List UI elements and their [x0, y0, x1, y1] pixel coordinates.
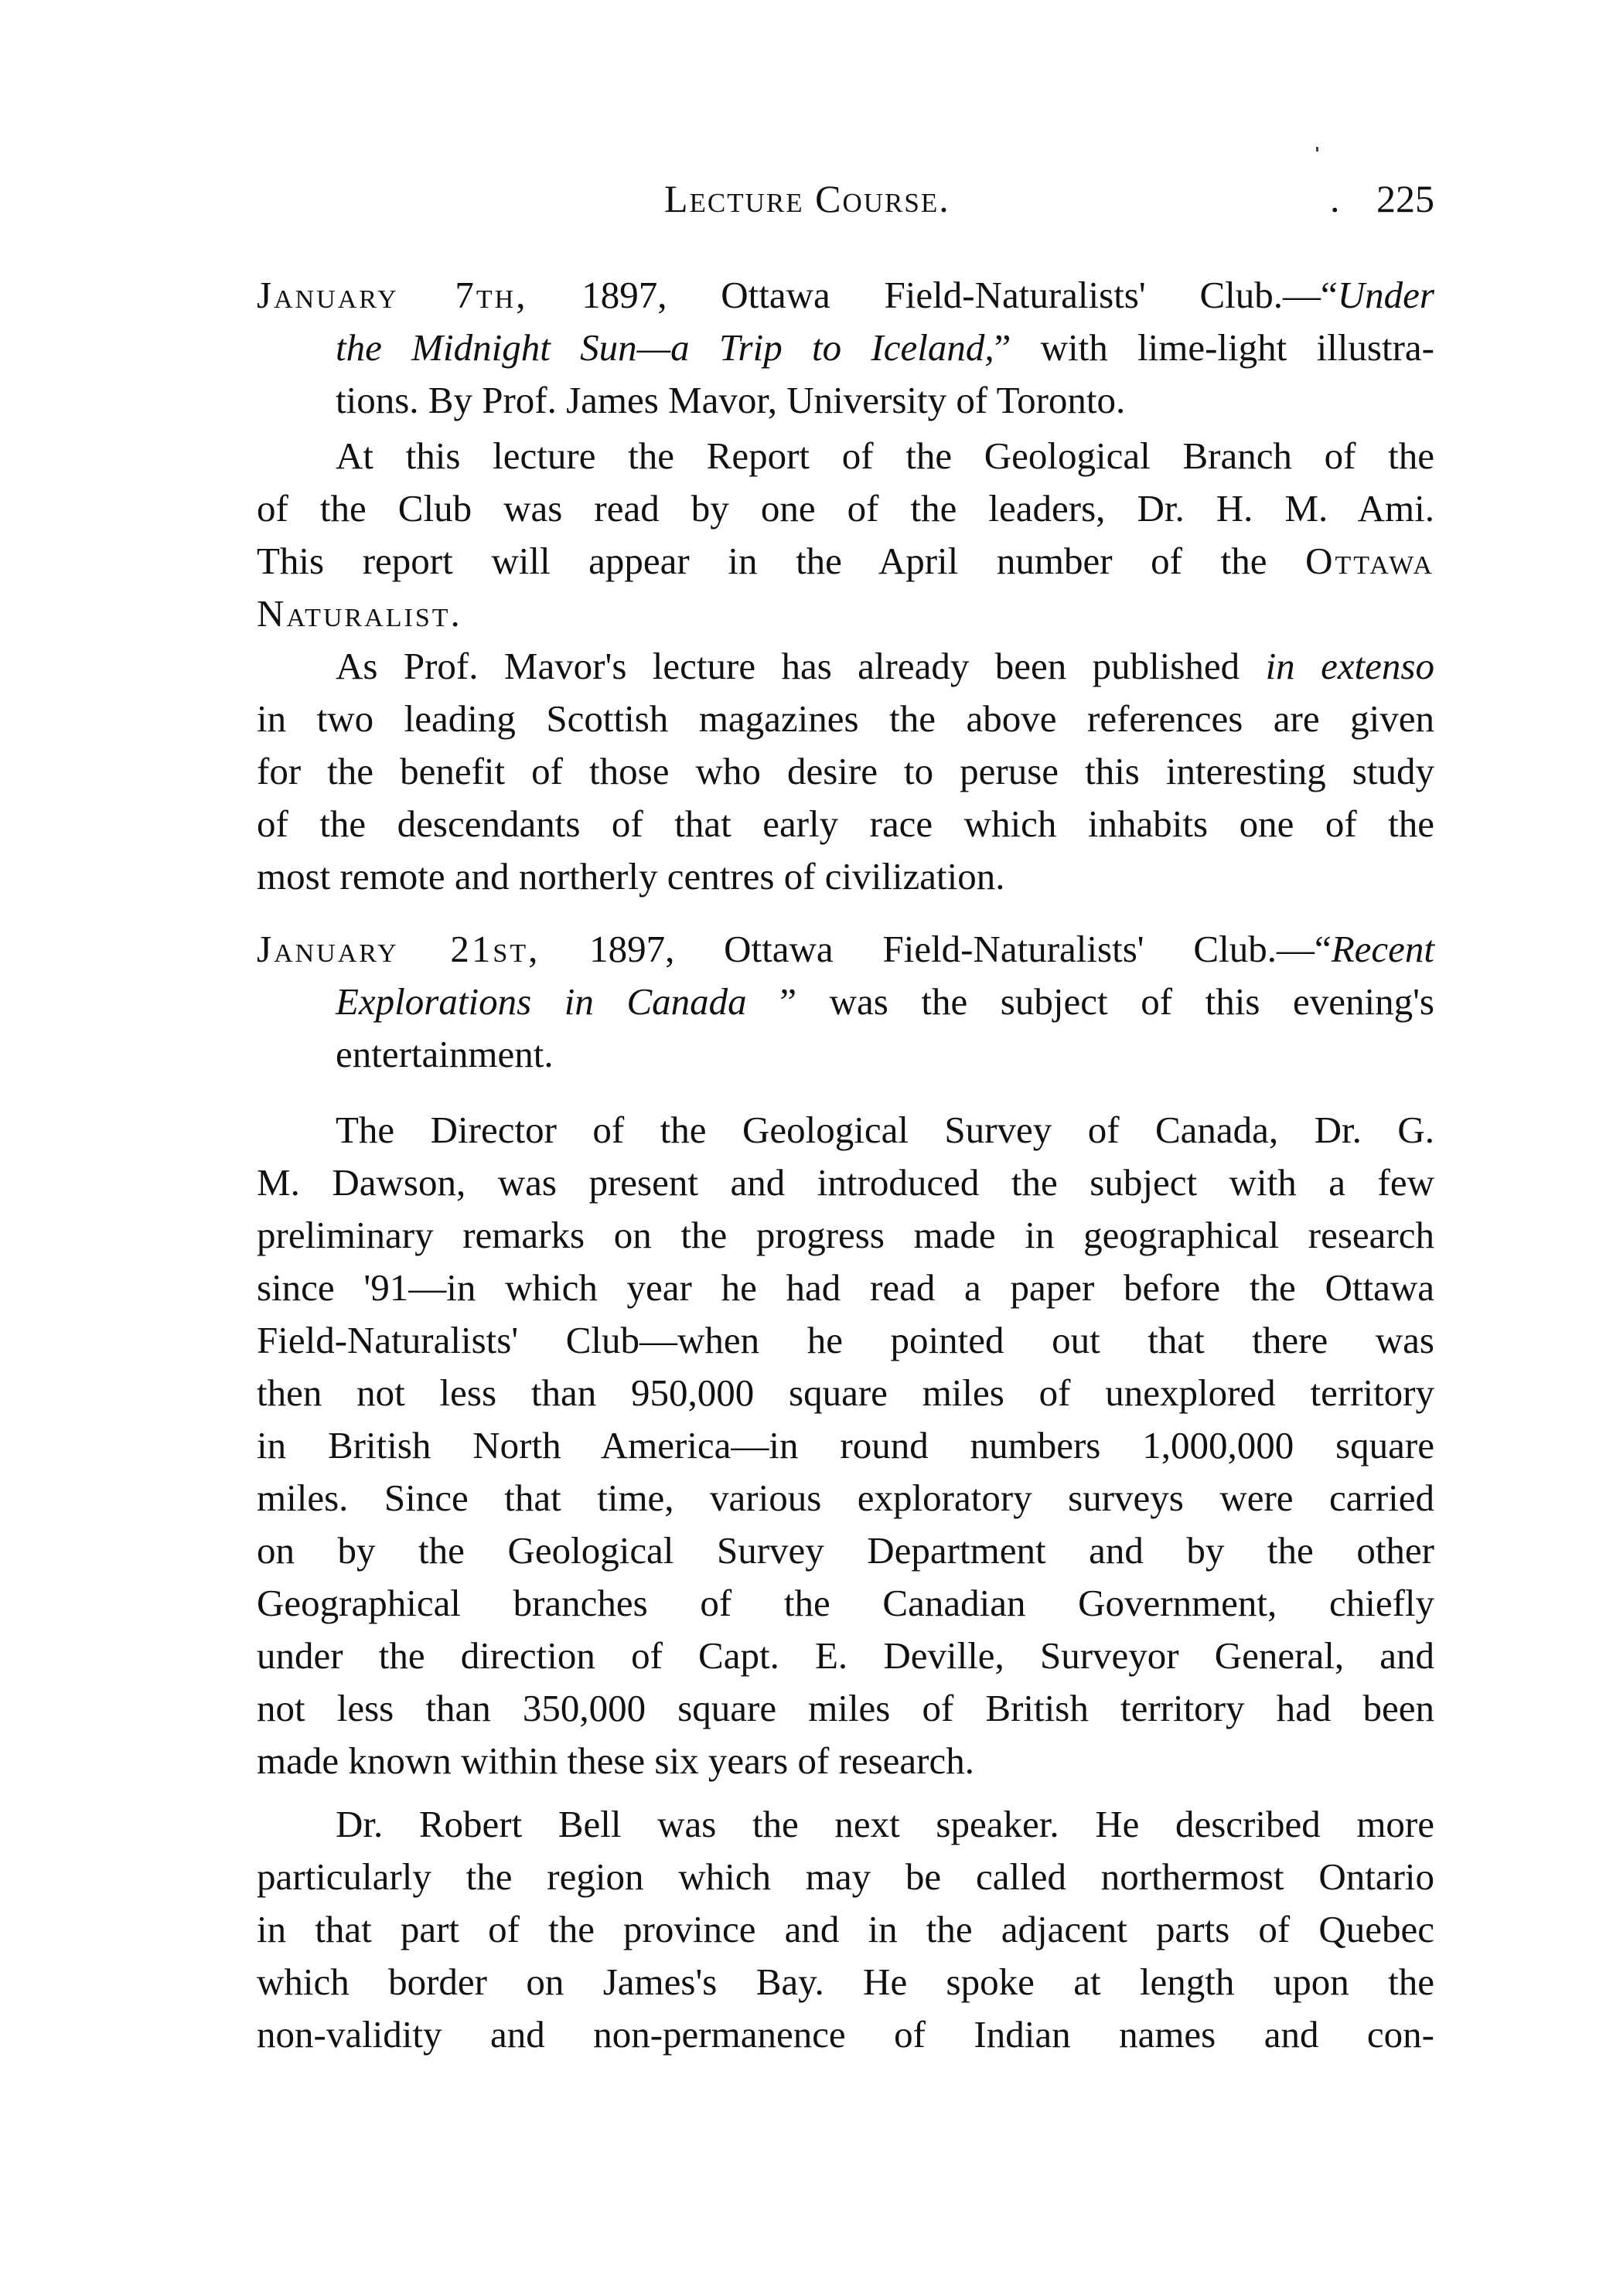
text: in two leading Scottish magazines the above references are given: [257, 697, 1434, 740]
entry-heading-line: [257, 923, 1434, 976]
paragraph-line: [257, 2008, 1434, 2061]
entry-text: ” was the subject of this evening's: [746, 980, 1434, 1023]
paragraph-line: [257, 1903, 1434, 1956]
paragraph-line: [257, 1524, 1434, 1577]
entry-date: January 7th,: [257, 274, 528, 316]
text: under the direction of Capt. E. Deville, Surveyor General, and: [257, 1634, 1434, 1677]
lecture-title-part: the Midnight Sun—a Trip to Iceland,: [336, 326, 994, 369]
text: on by the Geological Survey Department and by the other: [257, 1529, 1434, 1572]
text: which border on James's Bay. He spoke at length upon the: [257, 1960, 1434, 2003]
paragraph-line: [257, 588, 1434, 640]
text: not less than 350,000 square miles of British territory had been: [257, 1687, 1434, 1729]
paragraph-line: [257, 1851, 1434, 1903]
text: most remote and northerly centres of civilization.: [257, 855, 1005, 898]
entry-venue: 1897, Ottawa Field-Naturalists' Club.—“: [527, 274, 1338, 316]
text: M. Dawson, was present and introduced the subject with a few: [257, 1161, 1434, 1204]
text: in that part of the province and in the adjacent parts of Quebec: [257, 1908, 1434, 1950]
entry-text: ” with lime-light illustra-: [994, 326, 1434, 369]
paragraph-line: [257, 1472, 1434, 1524]
paragraph-line: [257, 850, 1434, 903]
text: made known within these six years of research.: [257, 1739, 974, 1782]
text: miles. Since that time, various exploratory surveys were carried: [257, 1477, 1434, 1519]
running-head-dot: .: [1330, 177, 1340, 220]
paragraph-line: [257, 535, 1434, 588]
text: of the Club was read by one of the leaders, Dr. H. M. Ami.: [257, 487, 1434, 530]
paragraph-line: [257, 1157, 1434, 1209]
entry-text: tions. By Prof. James Mavor, University of Toronto.: [336, 379, 1126, 421]
entry-line: [336, 322, 1434, 374]
entry-heading-line: [257, 269, 1434, 322]
paragraph-line: [257, 1419, 1434, 1472]
text: At this lecture the Report of the Geological Branch of the: [336, 434, 1434, 477]
entry-venue: 1897, Ottawa Field-Naturalists' Club.—“: [540, 928, 1332, 970]
text: particularly the region which may be called northermost Ontario: [257, 1855, 1434, 1898]
journal-name: Ottawa: [1305, 540, 1434, 582]
paragraph-line: [336, 1104, 1434, 1157]
entry-line: [336, 374, 1434, 427]
paragraph-line: [257, 1956, 1434, 2008]
text: Geographical branches of the Canadian Government, chiefly: [257, 1582, 1434, 1624]
text: in British North America—in round numbers 1,000,000 square: [257, 1424, 1434, 1467]
paragraph-line: [257, 1367, 1434, 1419]
paragraph-line: [257, 693, 1434, 745]
entry-line: [336, 976, 1434, 1028]
journal-name: Naturalist.: [257, 592, 462, 635]
text: Dr. Robert Bell was the next speaker. He described more: [336, 1803, 1434, 1845]
text: As Prof. Mavor's lecture has already been published: [336, 645, 1266, 687]
text: Field-Naturalists' Club—when he pointed out that there was: [257, 1319, 1434, 1361]
paragraph-line: [257, 1577, 1434, 1630]
lecture-title-part: Under: [1337, 274, 1434, 316]
entry-date: January 21st,: [257, 928, 541, 970]
paragraph-line: [257, 1735, 1434, 1787]
paragraph-line: [257, 482, 1434, 535]
lecture-title-part: Recent: [1331, 928, 1434, 970]
paragraph-line: [257, 798, 1434, 850]
lecture-title-part: Explorations in Canada: [336, 980, 747, 1023]
paragraph-line: [257, 1630, 1434, 1682]
paragraph-line: [336, 1798, 1434, 1851]
text: The Director of the Geological Survey of Canada, Dr. G.: [336, 1109, 1434, 1151]
running-head-title: Lecture Course.: [664, 177, 950, 220]
page-number: 225: [1376, 177, 1434, 220]
entry-text: entertainment.: [336, 1033, 554, 1075]
latin-phrase: in extenso: [1265, 645, 1434, 687]
text: since '91—in which year he had read a paper before the Ottawa: [257, 1266, 1434, 1309]
text: non-validity and non-permanence of Indian names and con-: [257, 2013, 1434, 2056]
paragraph-line: [257, 1262, 1434, 1314]
scan-speck: [1316, 147, 1318, 152]
paragraph-line: [257, 1209, 1434, 1262]
text: This report will appear in the April number of the: [257, 540, 1306, 582]
text: preliminary remarks on the progress made in geographical research: [257, 1214, 1434, 1256]
entry-line: [336, 1028, 1434, 1081]
paragraph-line: [257, 1314, 1434, 1367]
text: of the descendants of that early race which inhabits one of the: [257, 802, 1434, 845]
text: for the benefit of those who desire to peruse this interesting study: [257, 750, 1434, 792]
running-head: [257, 172, 1434, 226]
paragraph-line: [257, 1682, 1434, 1735]
text: then not less than 950,000 square miles of unexplored territory: [257, 1371, 1434, 1414]
paragraph-line: [257, 745, 1434, 798]
paragraph-line: [336, 430, 1434, 482]
paragraph-line: [336, 640, 1434, 693]
